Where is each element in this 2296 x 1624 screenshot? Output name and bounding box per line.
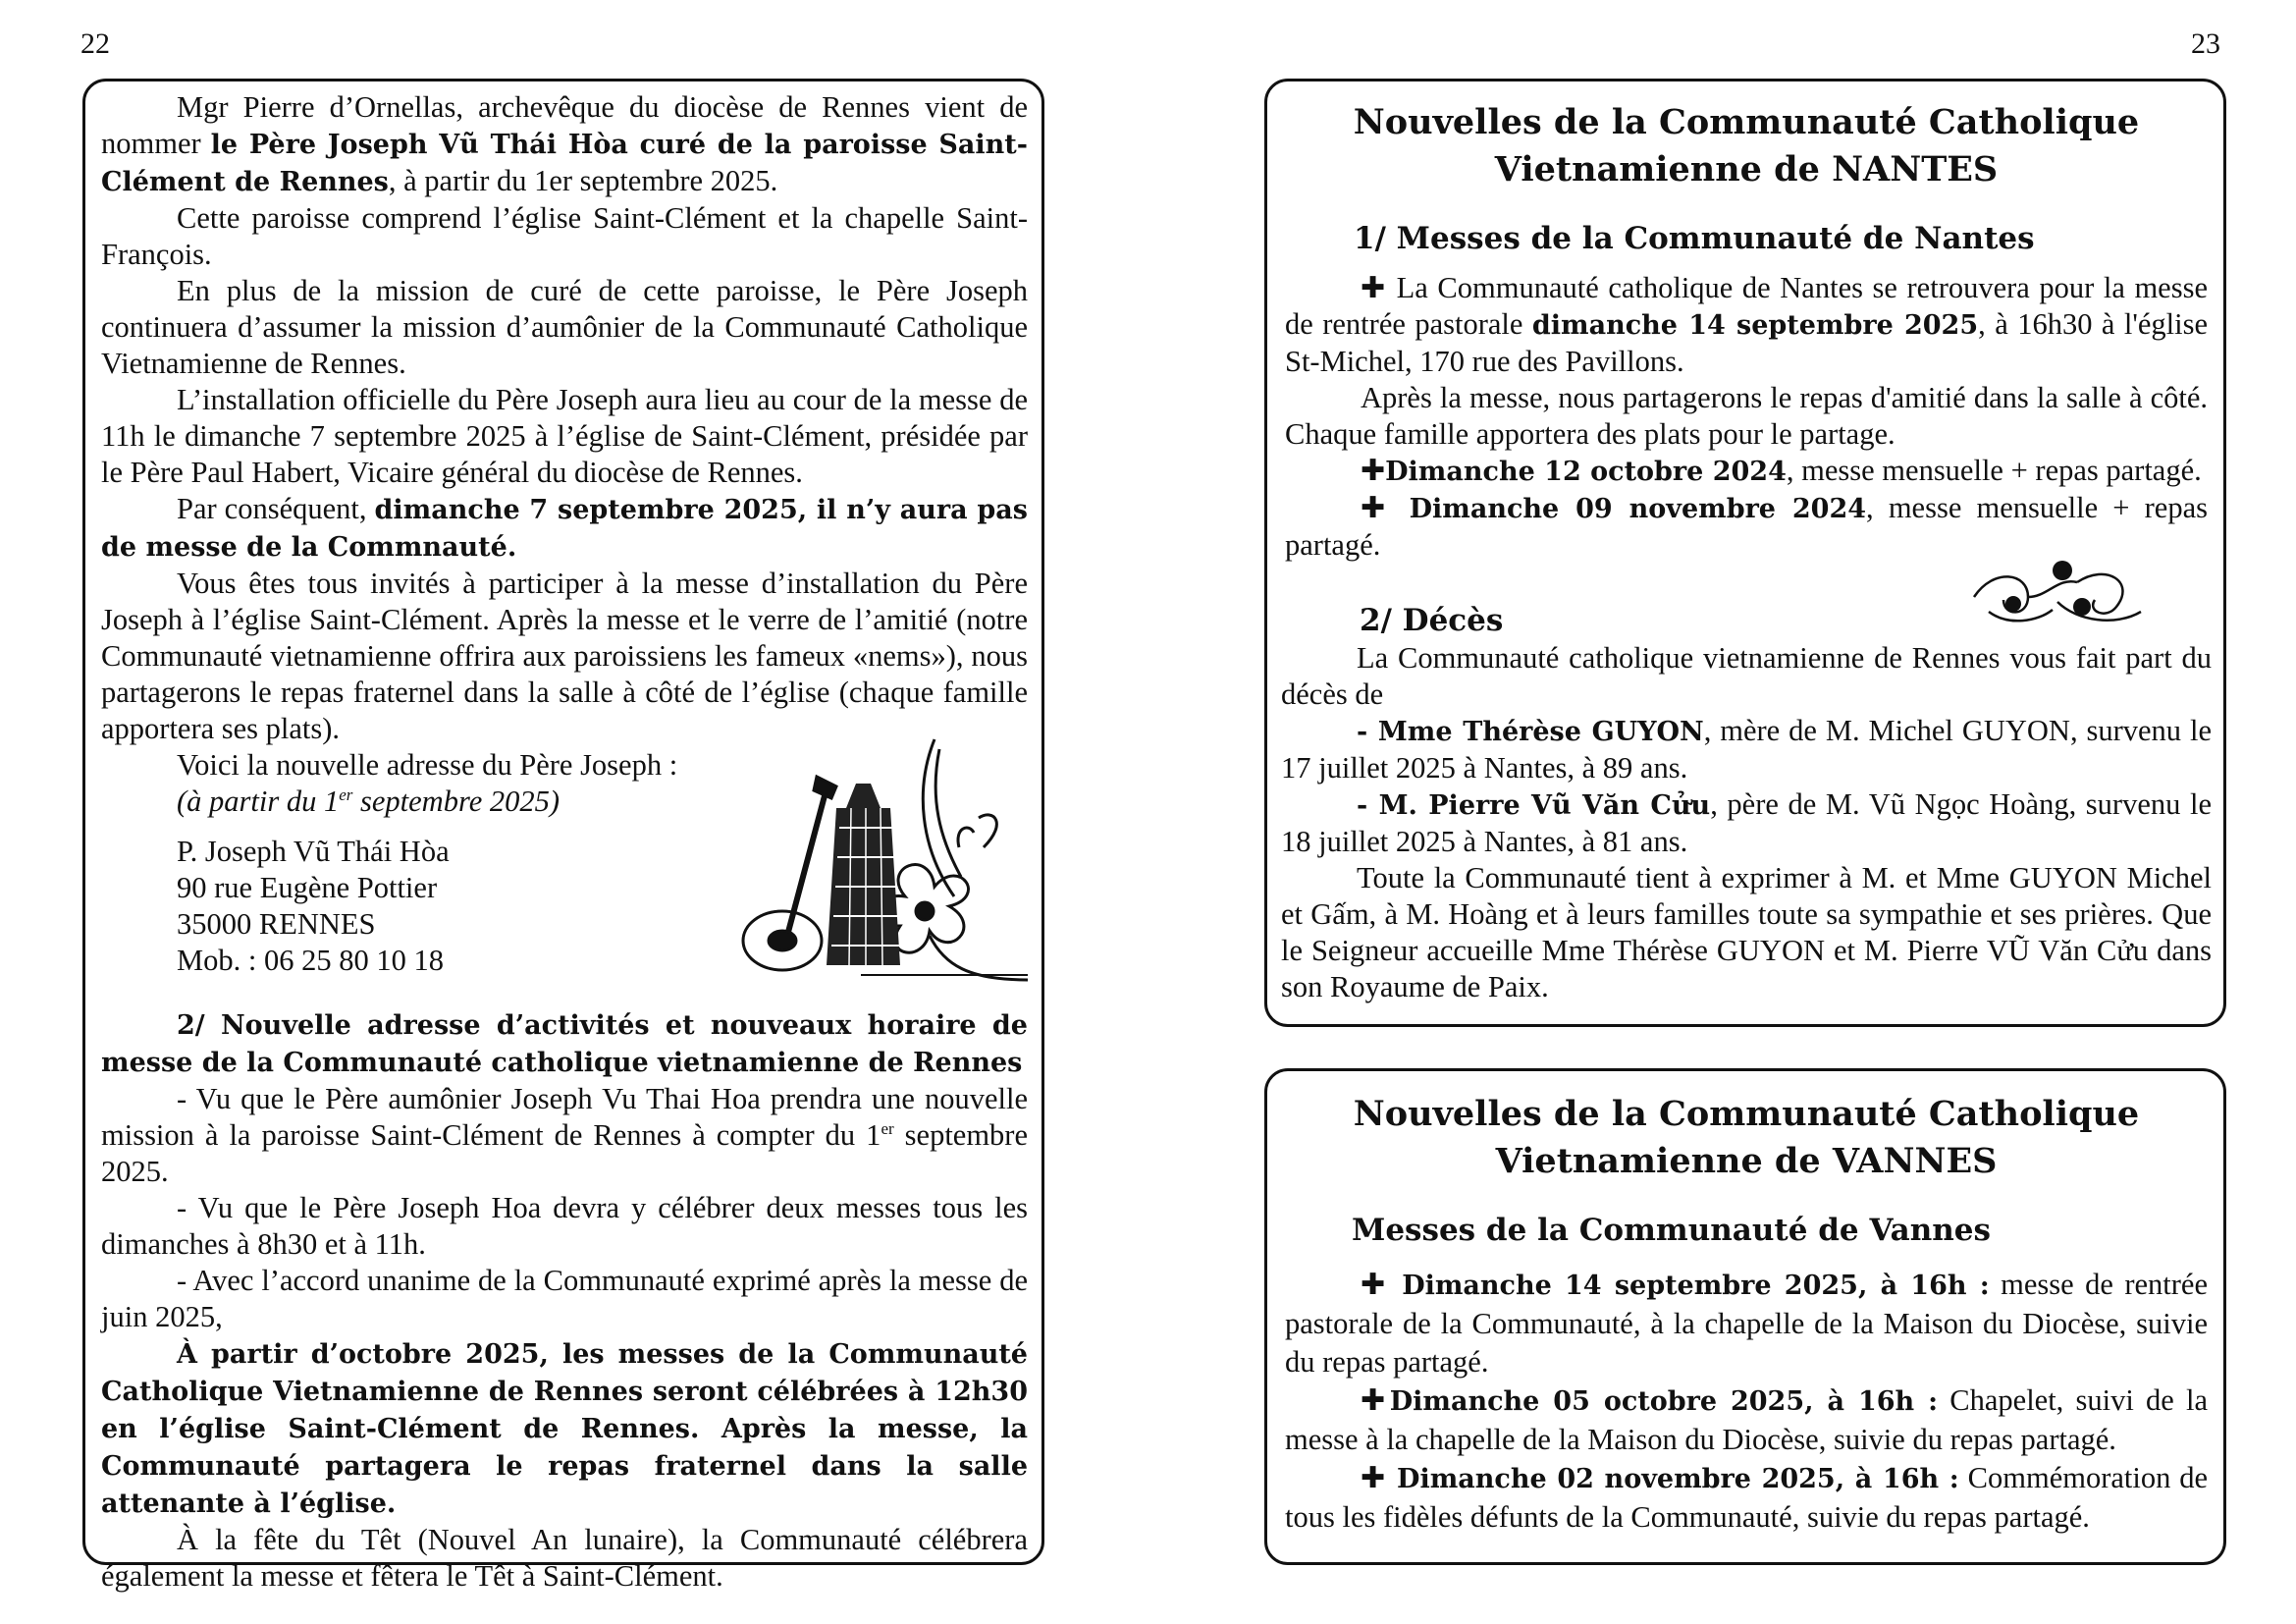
vannes-mass-november: ✚ Dimanche 02 novembre 2025, à 16h : Commémoration de tous les fidèles défunts de la Communauté, suivie du repas partagé. [1285,1461,2209,1534]
vannes-mass-october: ✚Dimanche 05 octobre 2025, à 16h : Chapelet, suivi de la messe à la chapelle de la Maison du Diocèse, suivie du repas partagé. [1285,1383,2208,1456]
address-name: P. Joseph Vũ Thái Hòa [177,835,450,868]
nantes-title-line-1: Nouvelles de la Communauté Catholique [1353,102,2140,142]
death-guyon: - Mme Thérèse GUYON, mère de M. Michel GUYON, survenu le 17 juillet 2025 à Nantes, à 89 ans. [1281,714,2212,785]
nantes-mass-rentree: ✚ La Communauté catholique de Nantes se retrouvera pour la messe de rentrée pastorale dimanche 14 septembre 2025, à 16h30 à l'église St-Michel, 170 rue des Pavillons. [1285,271,2209,378]
vannes-title-line-1: Nouvelles de la Communauté Catholique [1353,1094,2140,1134]
page-number-right: 23 [2191,27,2220,60]
section-heading-new-address: 2/ Nouvelle adresse d’activités et nouveaux horaire de messe de la Communauté catholique vietnamienne de Rennes [101,1010,1028,1078]
condolences: Toute la Communauté tient à exprimer à M. et Mme GUYON Michel et Gấm, à M. Hoàng et à leurs familles toute sa sympathie et ses prières. Que le Seigneur accueille Mme Thérèse GUYON et M. Pierre VŨ Văn Cửu dans son Royaume de Paix. [1281,861,2212,1003]
nantes-deaths-text [1281,640,2212,1005]
cross-icon: ✚ [1361,1461,1387,1495]
paragraph-vu-2: - Vu que le Père Joseph Hoa devra y célébrer deux messes tous les dimanches à 8h30 et à 11h. [101,1191,1028,1261]
cross-icon: ✚ [1361,491,1393,525]
address-date: (à partir du 1er septembre 2025) [177,785,561,818]
paragraph-installation: L’installation officielle du Père Joseph aura lieu au cour de la messe de 11h le dimanche 7 septembre 2025 à l’église de Saint-Clément, présidée par le Père Paul Habert, Vicaire général du diocèse de Rennes. [101,383,1028,489]
vannes-content [1285,1091,2208,1537]
vannes-mass-september: ✚ Dimanche 14 septembre 2025, à 16h : messe de rentrée pastorale de la Communauté, à la chapelle de la Maison du Diocèse, suivie du repas partagé. [1285,1268,2208,1379]
deaths-intro: La Communauté catholique vietnamienne de Rennes vous fait part du décès de [1281,641,2212,711]
guitar-flower-illustration-icon [733,730,1096,985]
paragraph-new-schedule: À partir d’octobre 2025, les messes de la Communauté Catholique Vietnamienne de Rennes seront célébrées à 12h30 en l’église Saint-Clément de Rennes. Après la messe, la Communauté partagera le repas fraternel dans la salle attenante à l’église. [101,1339,1028,1519]
rennes-article-box [82,79,1044,1593]
cross-icon: ✚ [1361,1268,1389,1302]
paragraph-vu-1: - Vu que le Père aumônier Joseph Vu Thai Hoa prendra une nouvelle mission à la paroisse Saint-Clément de Rennes à compter du 1er septembre 2025. [101,1082,1028,1188]
cross-icon: ✚ [1361,271,1388,305]
death-vu-van-cuu: - M. Pierre Vũ Văn Cửu, père de M. Vũ Ngọc Hoàng, survenu le 18 juillet 2025 à Nantes, à 81 ans. [1281,787,2212,858]
nantes-repas: Après la messe, nous partagerons le repas d'amitié dans la salle à côté. Chaque famille apportera des plats pour le partage. [1285,381,2208,451]
paragraph-nomination: Mgr Pierre d’Ornellas, archevêque du diocèse de Rennes vient de nommer le Père Joseph Vũ Thái Hòa curé de la paroisse Saint-Clément de Rennes, à partir du 1er septembre 2025. [101,90,1028,197]
paragraph-invitation: Vous êtes tous invités à participer à la messe d’installation du Père Joseph à l’église Saint-Clément. Après la messe et le verre de l’amitié (notre Communauté vietnamienne offrira aux paroissiens les fameux «nems»), nous partagerons le repas fraternel dans la salle à côté de l’église (chaque famille apportera ses plats). [101,567,1028,745]
nantes-mass-november: ✚ Dimanche 09 novembre 2024, messe mensuelle + repas partagé. [1285,491,2208,562]
vannes-article-box [1264,1068,2226,1565]
page-number-left: 22 [80,27,110,60]
vannes-title-line-2: Vietnamienne de VANNES [1495,1141,1998,1181]
address-city: 35000 RENNES [177,907,376,941]
nantes-masses-text [1285,270,2208,564]
cross-icon: ✚ [1361,1383,1390,1418]
nantes-title-line-2: Vietnamienne de NANTES [1494,149,1999,189]
vannes-masses-text [1285,1266,2208,1537]
paragraph-parish: Cette paroisse comprend l’église Saint-Clément et la chapelle Saint-François. [101,201,1028,271]
address-phone: Mob. : 06 25 80 10 18 [177,944,444,977]
nantes-masses-heading: 1/ Messes de la Communauté de Nantes [1354,221,2035,256]
paragraph-consequence: Par conséquent, dimanche 7 septembre 2025, il n’y aura pas de messe de la Commnauté. [101,492,1028,563]
nantes-mass-october: ✚Dimanche 12 octobre 2024, messe mensuelle + repas partagé. [1361,454,2202,488]
paragraph-tet: À la fête du Têt (Nouvel An lunaire), la Communauté célébrera également la messe et fêtera le Têt à Saint-Clément. [101,1523,1028,1593]
nantes-article-box [1264,79,2226,1027]
address-intro: Voici la nouvelle adresse du Père Joseph : [177,748,678,782]
paragraph-accord: - Avec l’accord unanime de la Communauté exprimé après la messe de juin 2025, [101,1264,1028,1333]
nantes-deaths-heading: 2/ Décès [1360,603,1504,638]
paragraph-mission: En plus de la mission de curé de cette paroisse, le Père Joseph continuera d’assumer la mission d’aumônier de la Communauté Catholique Vietnamienne de Rennes. [101,274,1028,380]
floral-ornament-icon [1969,553,2146,631]
vannes-masses-heading: Messes de la Communauté de Vannes [1352,1213,1991,1248]
address-street: 90 rue Eugène Pottier [177,871,438,904]
cross-icon: ✚ [1361,454,1386,488]
